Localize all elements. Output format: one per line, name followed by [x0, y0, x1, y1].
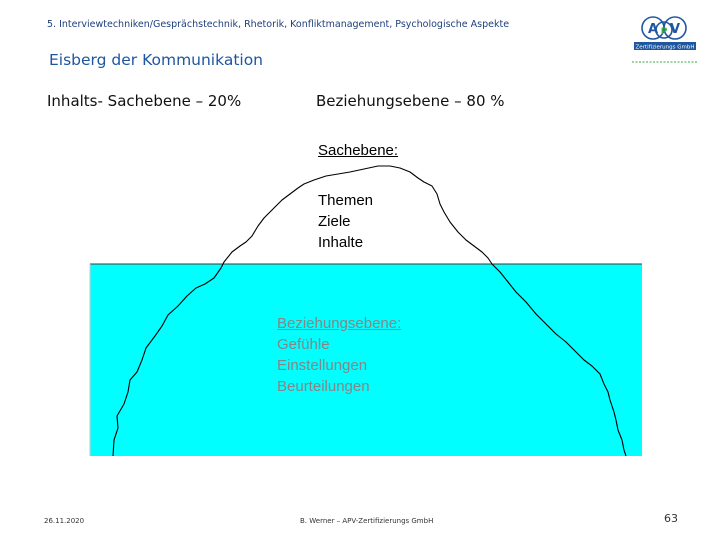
logo-caption: Zertifizierungs GmbH: [635, 44, 695, 51]
slide-title: Eisberg der Kommunikation: [49, 51, 264, 69]
right-heading: Beziehungsebene – 80 %: [316, 92, 505, 110]
below-item-judgements: Beurteilungen: [277, 378, 370, 395]
logo-letter-a: A: [647, 22, 659, 37]
below-item-feelings: Gefühle: [277, 336, 330, 353]
footer-author: B. Werner – APV-Zertifizierungs GmbH: [300, 517, 434, 525]
footer-date: 26.11.2020: [44, 517, 85, 525]
below-item-attitudes: Einstellungen: [277, 357, 368, 374]
page-number: 63: [664, 512, 678, 525]
below-water-block: [277, 313, 401, 397]
above-item-themes: Themen: [318, 192, 374, 209]
logo-letter-p: P: [660, 27, 668, 37]
above-item-goals: Ziele: [318, 213, 351, 230]
topic-line: 5. Interviewtechniken/Gesprächstechnik, Rhetorik, Konfliktmanagement, Psychologische Aspekte: [47, 19, 510, 30]
logo-letter-v: V: [669, 22, 681, 37]
below-heading: Beziehungsebene:: [277, 315, 402, 332]
above-heading: Sachebene:: [318, 142, 399, 159]
above-item-contents: Inhalte: [318, 234, 364, 251]
left-heading: Inhalts- Sachebene – 20%: [47, 92, 242, 110]
